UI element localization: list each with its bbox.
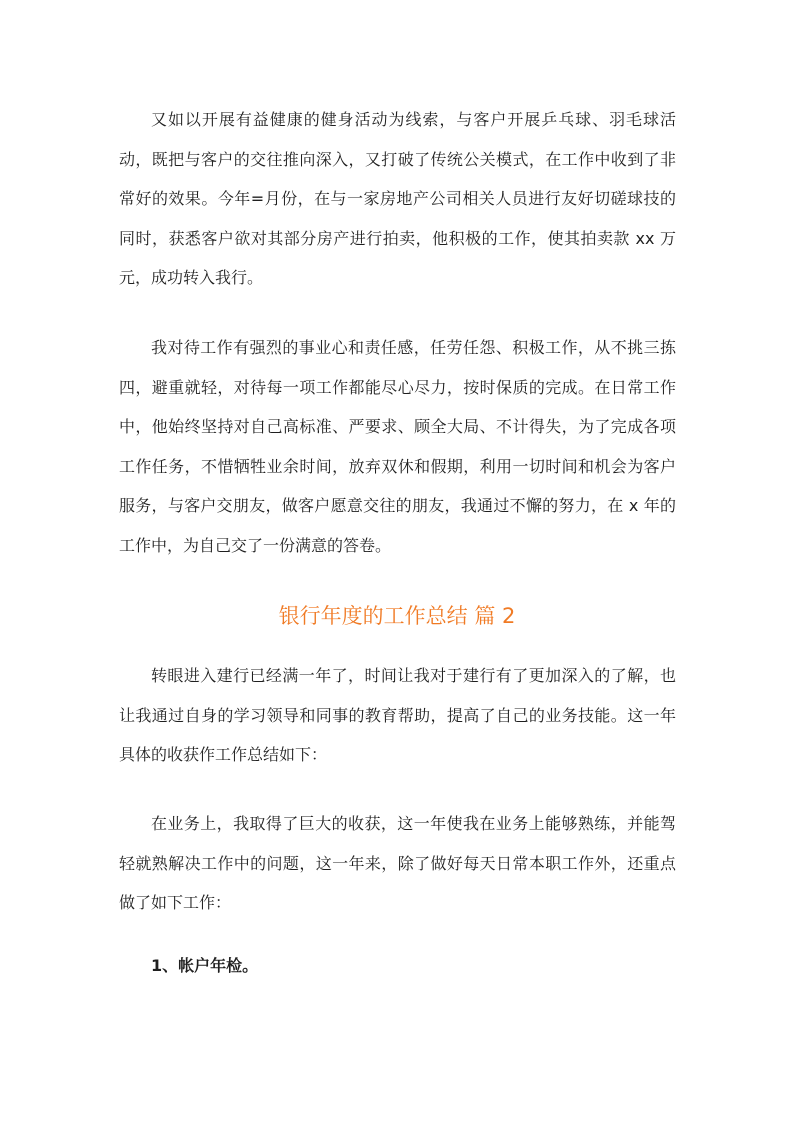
body-paragraph-4: 在业务上，我取得了巨大的收获，这一年使我在业务上能够熟练，并能驾轻就熟解决工作中的问题，这一年来，除了做好每天日常本职工作外，还重点做了如下工作： [119,814,676,912]
section-heading: 银行年度的工作总结 篇 2 [278,604,516,628]
body-paragraph-2: 我对待工作有强烈的事业心和责任感，任劳任怨、积极工作，从不挑三拣四，避重就轻，对待每一项工作都能尽心尽力，按时保质的完成。在日常工作中，他始终坚持对自己高标准、严要求、顾全大局、不计得失，为了完成各项工作任务，不惜牺牲业余时间，放弃双休和假期，利用一切时间和机会为客户服务，与客户交朋友，做客户愿意交往的朋友，我通过不懈的努力，在 x 年的工作中，为自己交了一份满意的答卷。 [119,338,676,555]
list-subheading: 1、帐户年检。 [151,956,259,975]
body-paragraph-1: 又如以开展有益健康的健身活动为线索，与客户开展乒乓球、羽毛球活动，既把与客户的交往推向深入，又打破了传统公关模式，在工作中收到了非常好的效果。今年=月份，在与一家房地产公司相关人员进行友好切磋球技的同时，获悉客户欲对其部分房产进行拍卖，他积极的工作，使其拍卖款 xx 万元，成功转入我行。 [119,110,676,287]
body-paragraph-3: 转眼进入建行已经满一年了，时间让我对于建行有了更加深入的了解，也让我通过自身的学习领导和同事的教育帮助，提高了自己的业务技能。这一年具体的收获作工作总结如下： [119,666,676,764]
